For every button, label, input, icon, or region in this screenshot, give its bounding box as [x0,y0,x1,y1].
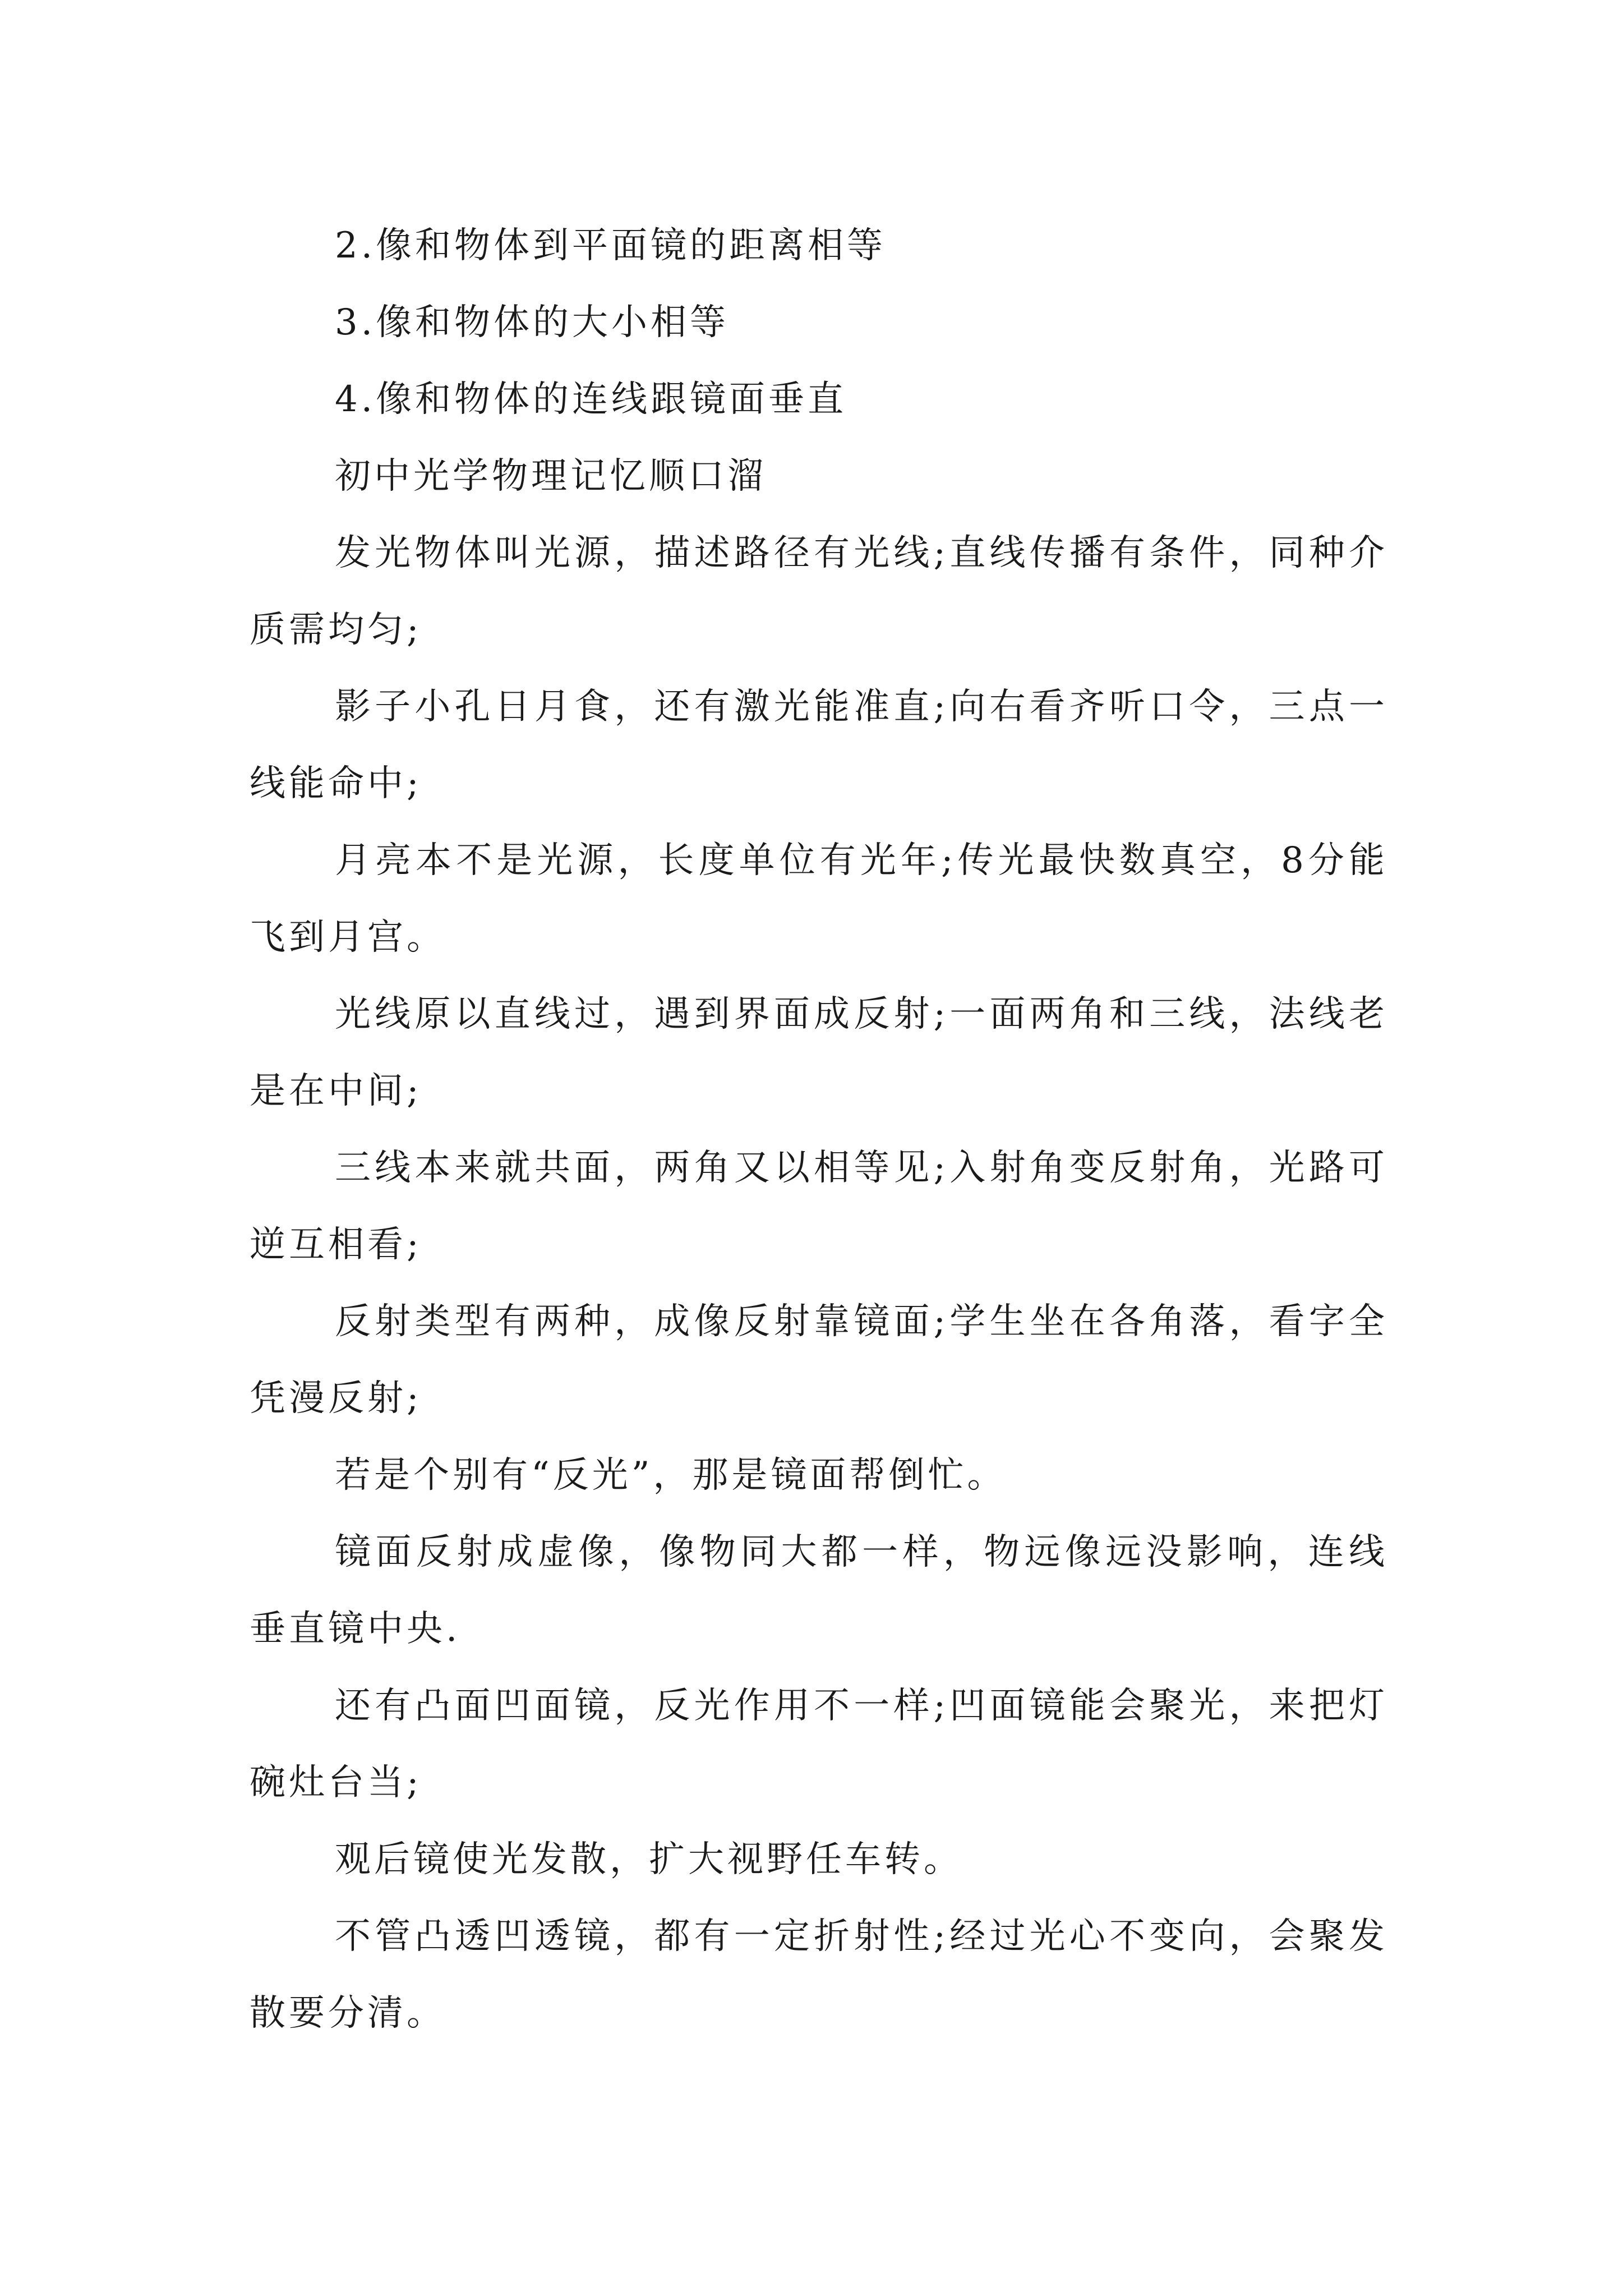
paragraph-image-size: 3.像和物体的大小相等 [335,302,730,343]
paragraph-reflection-types: 反射类型有两种，成像反射靠镜面;学生坐在各角落，看字全凭漫反射; [250,1301,1388,1419]
paragraph-glare: 若是个别有“反光”，那是镜面帮倒忙。 [335,1455,1007,1496]
paragraph-reflection: 光线原以直线过，遇到界面成反射;一面两角和三线，法线老是在中间; [250,993,1388,1112]
section-heading: 初中光学物理记忆顺口溜 [335,455,767,497]
paragraph-rearview-mirror: 观后镜使光发散，扩大视野任车转。 [335,1839,963,1880]
document-body [250,208,1388,2052]
paragraph-curved-mirrors: 还有凸面凹面镜，反光作用不一样;凹面镜能会聚光，来把灯碗灶台当; [250,1685,1388,1803]
paragraph-lenses: 不管凸透凹透镜，都有一定折射性;经过光心不变向，会聚发散要分清。 [250,1916,1388,2034]
paragraph-moon: 月亮本不是光源，长度单位有光年;传光最快数真空，8分能飞到月宫。 [250,840,1388,958]
paragraph-virtual-image: 镜面反射成虚像，像物同大都一样，物远像远没影响，连线垂直镜中央. [250,1531,1388,1650]
paragraph-image-distance: 2.像和物体到平面镜的距离相等 [335,225,887,266]
paragraph-image-line: 4.像和物体的连线跟镜面垂直 [335,379,847,420]
paragraph-shadow: 影子小孔日月食，还有激光能准直;向右看齐听口令，三点一线能命中; [250,686,1388,804]
paragraph-three-lines: 三线本来就共面，两角又以相等见;入射角变反射角，光路可逆互相看; [250,1147,1388,1266]
paragraph-light-source: 发光物体叫光源，描述路径有光线;直线传播有条件，同种介质需均匀; [250,532,1388,651]
